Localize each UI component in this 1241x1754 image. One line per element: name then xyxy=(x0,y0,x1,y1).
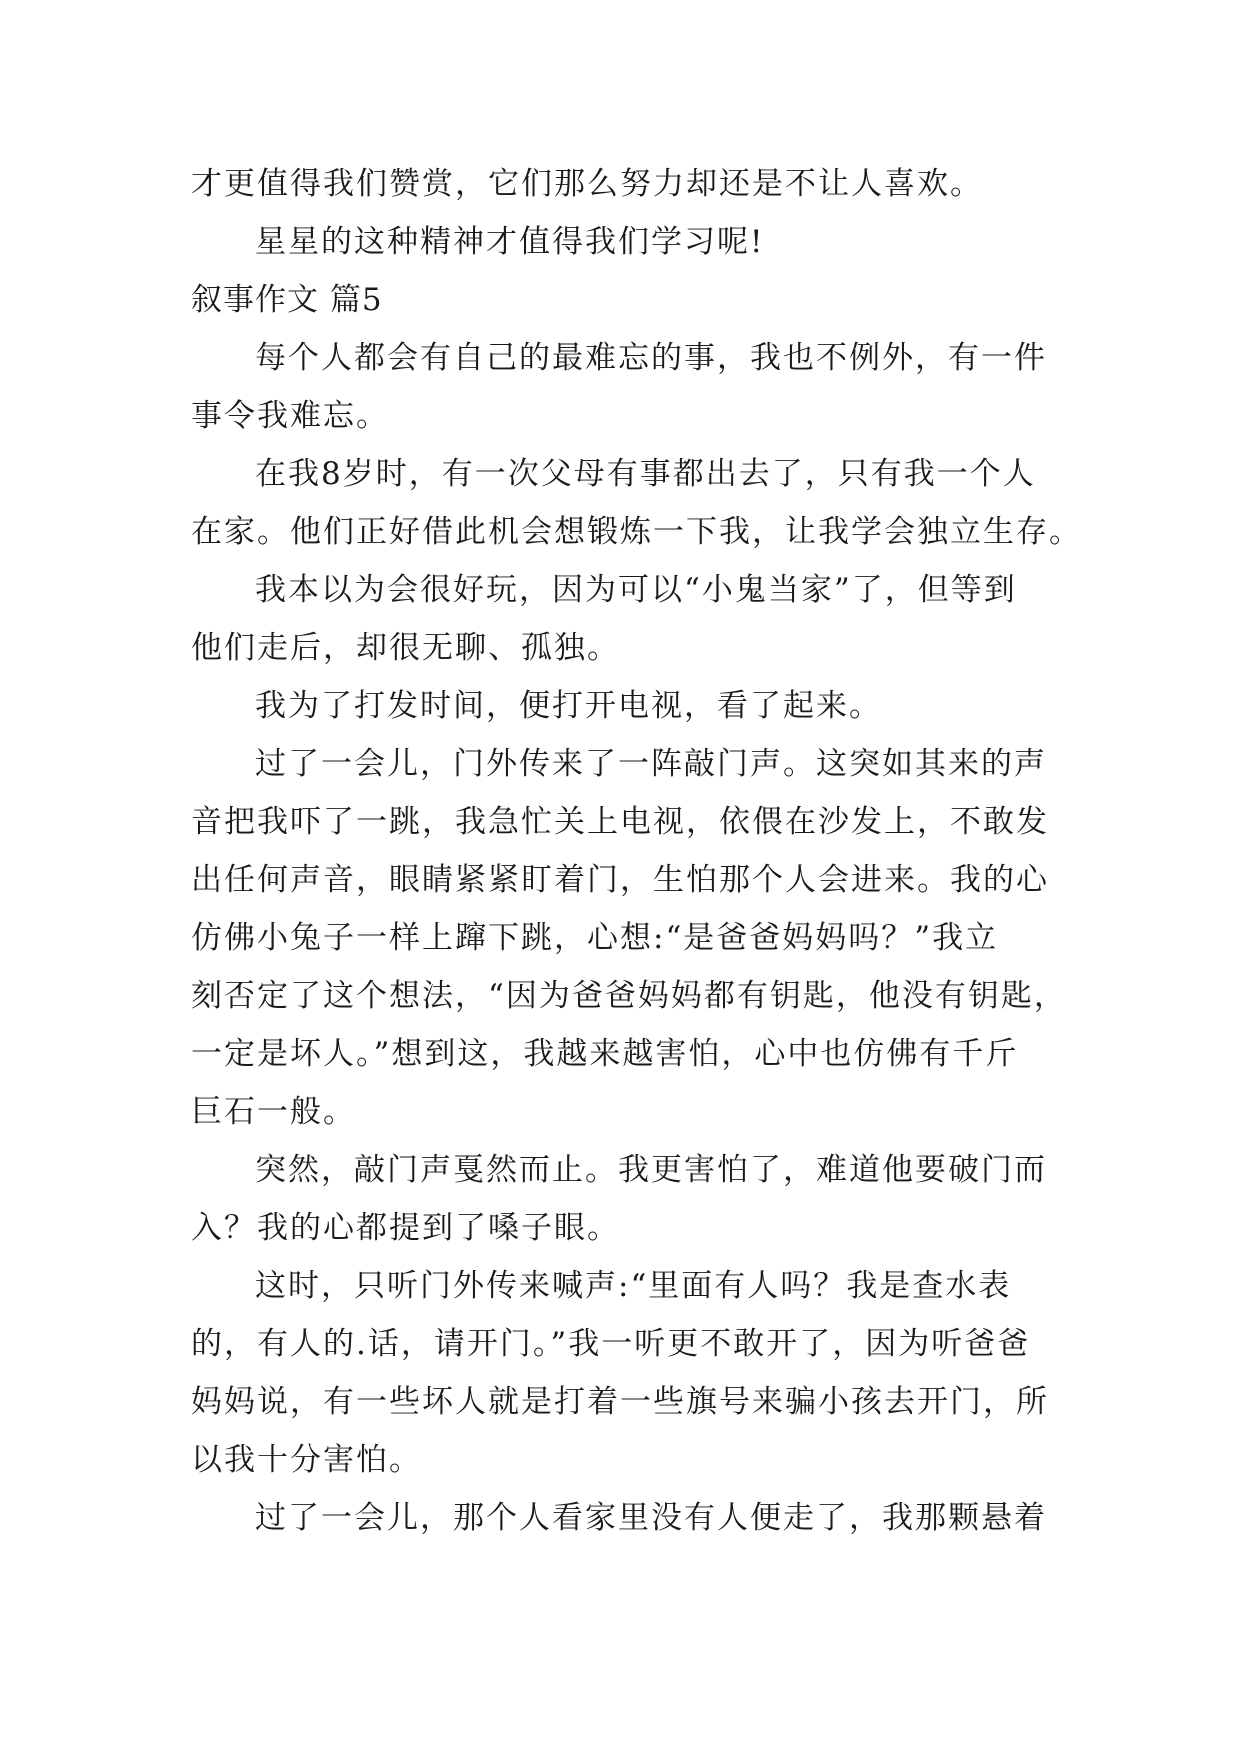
text-line: 星星的这种精神才值得我们学习呢! xyxy=(255,224,765,260)
text-line: 他们走后，却很无聊、孤独。 xyxy=(191,630,620,666)
text-line: 事令我难忘。 xyxy=(191,398,389,434)
text-line: 这时，只听门外传来喊声:“里面有人吗？我是查水表 xyxy=(255,1268,1012,1304)
text-line: 过了一会儿，门外传来了一阵敲门声。这突如其来的声 xyxy=(255,746,1047,782)
text-line: 妈妈说，有一些坏人就是打着一些旗号来骗小孩去开门，所 xyxy=(191,1384,1049,1420)
text-line: 音把我吓了一跳，我急忙关上电视，依偎在沙发上，不敢发 xyxy=(191,804,1049,840)
text-line: 突然，敲门声戛然而止。我更害怕了，难道他要破门而 xyxy=(255,1152,1047,1188)
text-line: 以我十分害怕。 xyxy=(191,1442,422,1478)
text-line: 每个人都会有自己的最难忘的事，我也不例外，有一件 xyxy=(255,340,1047,376)
text-line: 出任何声音，眼睛紧紧盯着门，生怕那个人会进来。我的心 xyxy=(191,862,1049,898)
text-line: 的，有人的.话，请开门。”我一听更不敢开了，因为听爸爸 xyxy=(191,1326,1031,1362)
text-line: 在我8岁时，有一次父母有事都出去了，只有我一个人 xyxy=(255,456,1036,492)
text-line: 过了一会儿，那个人看家里没有人便走了，我那颗悬着 xyxy=(255,1500,1047,1536)
text-line: 刻否定了这个想法，“因为爸爸妈妈都有钥匙，他没有钥匙， xyxy=(191,978,1067,1014)
text-line: 在家。他们正好借此机会想锻炼一下我，让我学会独立生存。 xyxy=(191,514,1082,550)
text-line: 我为了打发时间，便打开电视，看了起来。 xyxy=(255,688,882,724)
text-line: 入？我的心都提到了嗓子眼。 xyxy=(191,1210,620,1246)
text-line: 才更值得我们赞赏，它们那么努力却还是不让人喜欢。 xyxy=(191,166,983,202)
text-line: 一定是坏人。”想到这，我越来越害怕，心中也仿佛有千斤 xyxy=(191,1036,1019,1072)
text-line: 仿佛小兔子一样上蹿下跳，心想:“是爸爸妈妈吗？”我立 xyxy=(191,920,999,956)
text-line: 巨石一般。 xyxy=(191,1094,356,1130)
document-body xyxy=(191,155,1082,1547)
section-heading: 叙事作文 篇5 xyxy=(191,282,383,318)
text-line: 我本以为会很好玩，因为可以“小鬼当家”了，但等到 xyxy=(255,572,1017,608)
